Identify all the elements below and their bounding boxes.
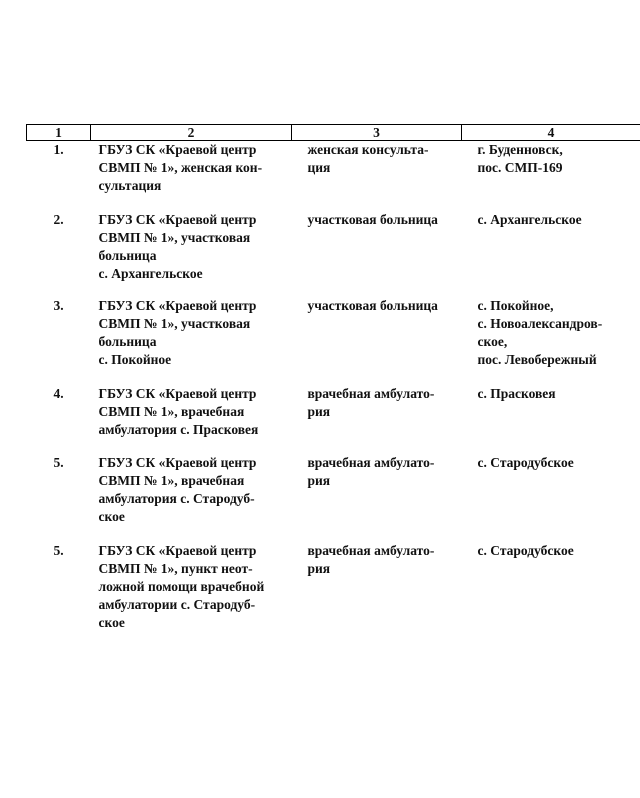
location-cell — [462, 141, 640, 212]
facility-type-line: врачебная амбулато- — [307, 386, 435, 401]
facility-type-cell — [292, 385, 462, 454]
organization-cell — [91, 542, 292, 642]
column-header-3: 3 — [292, 125, 462, 141]
location-cell — [462, 385, 640, 454]
organization-line: СВМП № 1», женская кон- — [98, 160, 263, 175]
facilities-table — [26, 124, 640, 642]
location-cell — [462, 454, 640, 542]
facility-type-cell — [292, 211, 462, 297]
location-line: пос. СМП-169 — [477, 160, 563, 175]
facility-type-line: участковая больница — [307, 298, 438, 313]
row-number: 5. — [53, 543, 64, 558]
table-header — [27, 125, 640, 141]
organization-line: с. Архангельское — [98, 266, 203, 281]
table-row — [27, 385, 640, 454]
facility-type-line: ция — [307, 160, 331, 175]
organization-line: СВМП № 1», участковая — [98, 230, 251, 245]
location-line: г. Буденновск, — [477, 142, 563, 157]
facility-type-line: врачебная амбулато- — [307, 543, 435, 558]
organization-cell — [91, 141, 292, 212]
organization-line: амбулатория с. Стародуб- — [98, 491, 255, 506]
row-number: 1. — [53, 142, 64, 157]
row-number: 3. — [53, 298, 64, 313]
location-line: с. Покойное, — [477, 298, 554, 313]
location-line: с. Стародубское — [477, 543, 574, 558]
organization-line: ГБУЗ СК «Краевой центр — [98, 455, 257, 470]
organization-line: с. Покойное — [98, 352, 172, 367]
facility-type-line: рия — [307, 404, 331, 419]
location-cell — [462, 297, 640, 385]
table-row — [27, 542, 640, 642]
facility-type-cell — [292, 454, 462, 542]
row-number: 5. — [53, 455, 64, 470]
organization-line: ГБУЗ СК «Краевой центр — [98, 386, 257, 401]
organization-line: ложной помощи врачебной — [98, 579, 265, 594]
facility-type-line: женская консульта- — [307, 142, 429, 157]
organization-line: ГБУЗ СК «Краевой центр — [98, 543, 257, 558]
table-row — [27, 297, 640, 385]
location-line: с. Стародубское — [477, 455, 574, 470]
organization-line: ское — [98, 615, 125, 630]
column-header-4: 4 — [462, 125, 640, 141]
organization-line: ГБУЗ СК «Краевой центр — [98, 142, 257, 157]
location-cell — [462, 542, 640, 642]
location-cell — [462, 211, 640, 297]
row-number: 4. — [53, 386, 64, 401]
organization-cell — [91, 385, 292, 454]
facility-type-line: рия — [307, 561, 331, 576]
facility-type-cell — [292, 542, 462, 642]
organization-line: амбулатория с. Прасковея — [98, 422, 259, 437]
organization-line: больница — [98, 248, 157, 263]
organization-line: сультация — [98, 178, 162, 193]
organization-line: ГБУЗ СК «Краевой центр — [98, 212, 257, 227]
organization-line: больница — [98, 334, 157, 349]
facility-type-line: рия — [307, 473, 331, 488]
organization-line: СВМП № 1», пункт неот- — [98, 561, 253, 576]
location-line: ское, — [477, 334, 508, 349]
organization-line: СВМП № 1», врачебная — [98, 404, 245, 419]
row-number: 2. — [53, 212, 64, 227]
table-row — [27, 141, 640, 212]
table-row — [27, 454, 640, 542]
location-line: пос. Левобережный — [477, 352, 597, 367]
organization-line: амбулатории с. Стародуб- — [98, 597, 256, 612]
facility-type-line: участковая больница — [307, 212, 438, 227]
organization-cell — [91, 211, 292, 297]
table-row — [27, 211, 640, 297]
location-line: с. Архангельское — [477, 212, 582, 227]
organization-line: ГБУЗ СК «Краевой центр — [98, 298, 257, 313]
organization-cell — [91, 454, 292, 542]
column-header-1: 1 — [27, 125, 91, 141]
table-body — [27, 141, 640, 643]
location-line: с. Новоалександров- — [477, 316, 603, 331]
header-row — [27, 125, 640, 141]
organization-line: СВМП № 1», участковая — [98, 316, 251, 331]
organization-line: ское — [98, 509, 125, 524]
location-line: с. Прасковея — [477, 386, 556, 401]
facility-type-line: врачебная амбулато- — [307, 455, 435, 470]
column-header-2: 2 — [91, 125, 292, 141]
facility-type-cell — [292, 297, 462, 385]
organization-cell — [91, 297, 292, 385]
organization-line: СВМП № 1», врачебная — [98, 473, 245, 488]
facility-type-cell — [292, 141, 462, 212]
